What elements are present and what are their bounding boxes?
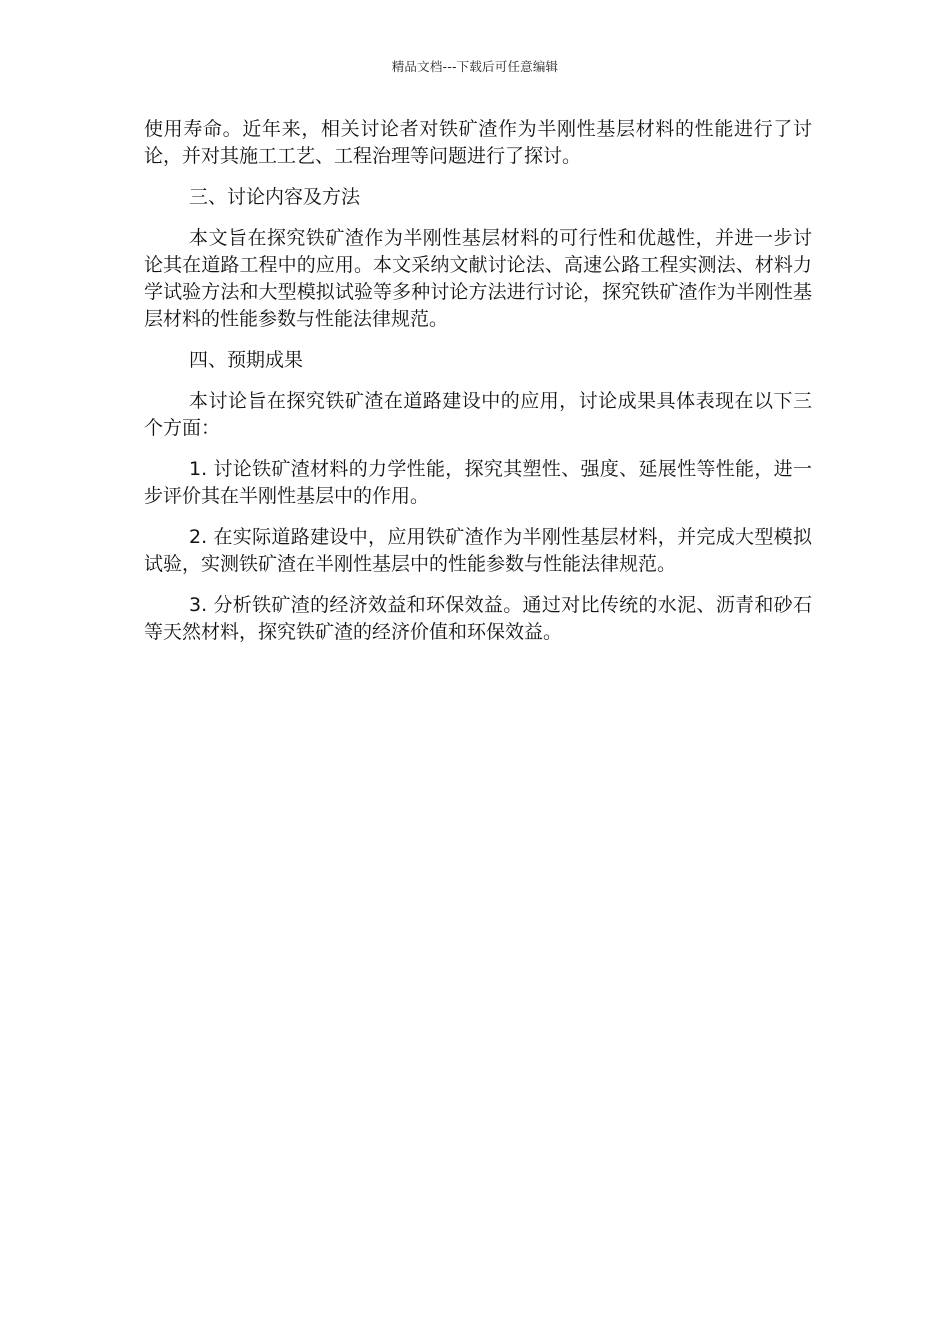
paragraph-continuation: 使用寿命。近年来，相关讨论者对铁矿渣作为半刚性基层材料的性能进行了讨论，并对其施工工艺、工程治理等问题进行了探讨。 bbox=[144, 118, 812, 167]
page-header: 精品文档---下载后可任意编辑 bbox=[391, 59, 559, 74]
list-item-1: 1. 讨论铁矿渣材料的力学性能，探究其塑性、强度、延展性等性能，进一步评价其在半刚性基层中的作用。 bbox=[144, 458, 812, 507]
list-item-3: 3. 分析铁矿渣的经济效益和环保效益。通过对比传统的水泥、沥青和砂石等天然材料，探究铁矿渣的经济价值和环保效益。 bbox=[144, 594, 812, 643]
paragraph-results-intro: 本讨论旨在探究铁矿渣在道路建设中的应用，讨论成果具体表现在以下三个方面： bbox=[144, 390, 812, 439]
list-item-2: 2. 在实际道路建设中，应用铁矿渣作为半刚性基层材料，并完成大型模拟试验，实测铁矿渣在半刚性基层中的性能参数与性能法律规范。 bbox=[144, 526, 812, 575]
section-heading-expected-results: 四、预期成果 bbox=[189, 349, 304, 371]
document-body bbox=[144, 116, 812, 660]
paragraph-research-methods: 本文旨在探究铁矿渣作为半刚性基层材料的可行性和优越性，并进一步讨论其在道路工程中的应用。本文采纳文献讨论法、高速公路工程实测法、材料力学试验方法和大型模拟试验等多种讨论方法进行讨论，探究铁矿渣作为半刚性基层材料的性能参数与性能法律规范。 bbox=[144, 227, 812, 330]
section-heading-research-content: 三、讨论内容及方法 bbox=[189, 186, 361, 208]
